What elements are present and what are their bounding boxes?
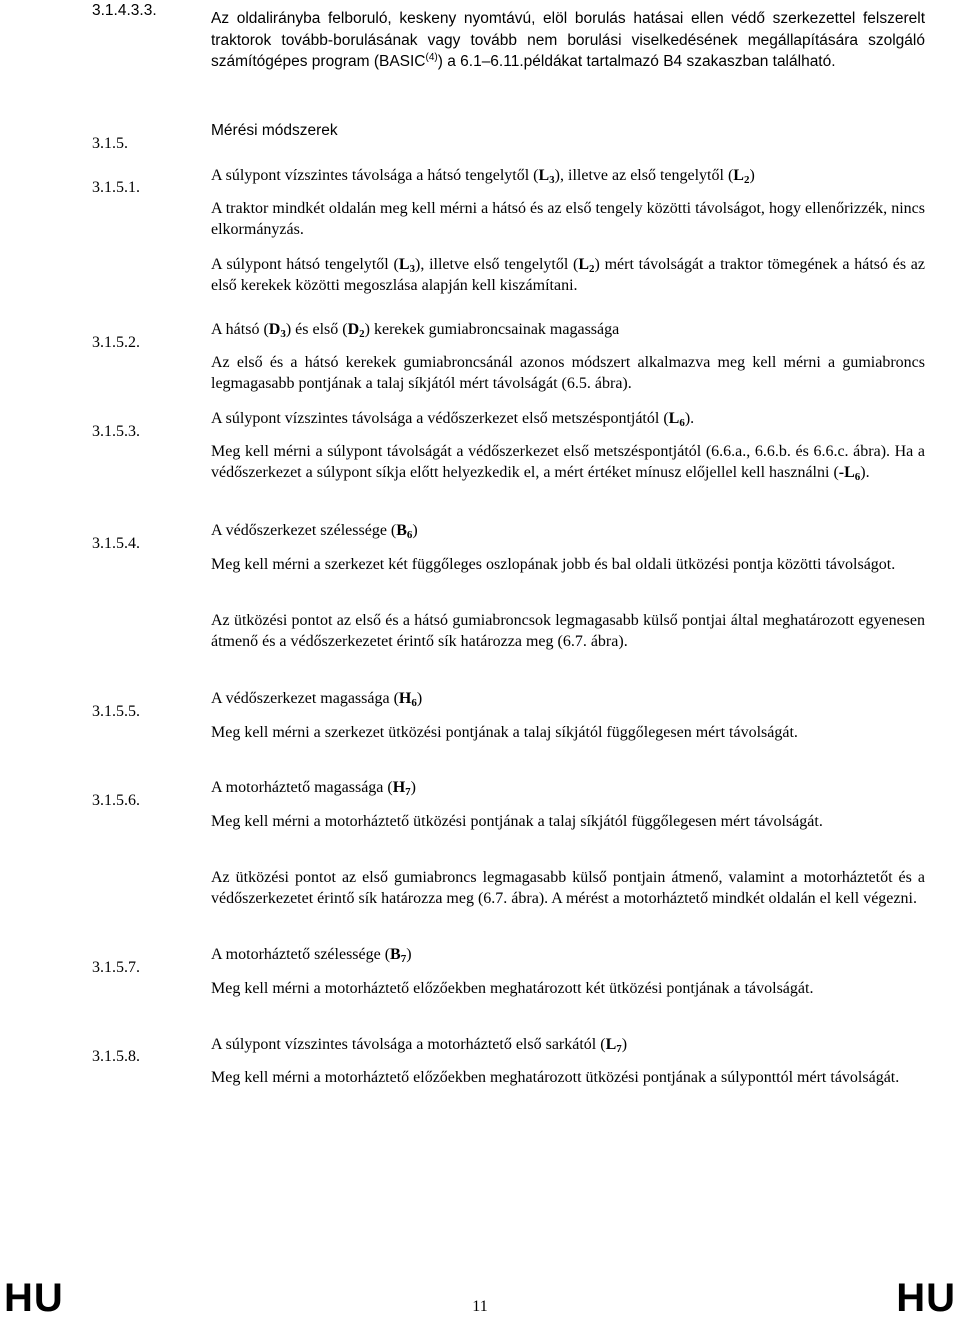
paragraph-3-1-5-7: Meg kell mérni a motorháztető előzőekben meghatározott két ütközési pontjának a távolságát. — [211, 980, 814, 997]
footer-language-left: HU — [4, 1276, 64, 1320]
section-number-3-1-5-1: 3.1.5.1. — [92, 179, 140, 196]
paragraph-3-1-5-4-a: Meg kell mérni a szerkezet két függőleges oszlopának jobb és bal oldali ütközési pontja közötti távolságot. — [211, 556, 896, 573]
paragraph-3-1-5-6-a: Meg kell mérni a motorháztető ütközési pontjának a talaj síkjától függőlegesen mért távolságát. — [211, 813, 823, 830]
section-number-3-1-5: 3.1.5. — [92, 135, 128, 152]
section-number-3-1-5-3: 3.1.5.3. — [92, 423, 140, 440]
heading-3-1-5-4: A védőszerkezet szélessége $(B_6)$ — [211, 522, 418, 541]
footer-language-right: HU — [896, 1276, 956, 1320]
paragraph-3-1-5-8: Meg kell mérni a motorháztető előzőekben meghatározott ütközési pontjának a súlyponttól mért távolságát. — [211, 1069, 900, 1086]
section-number-3-1-5-4: 3.1.5.4. — [92, 535, 140, 552]
section-number-3-1-5-6: 3.1.5.6. — [92, 792, 140, 809]
heading-3-1-5-1: A súlypont vízszintes távolsága a hátsó tengelytől $(L_3)$, illetve az első tengelytől $(L_2)$ — [211, 167, 755, 186]
heading-3-1-5-3: A súlypont vízszintes távolsága a védőszerkezet első metszéspontjától $(L_6)$. — [211, 410, 695, 429]
paragraph-3-1-5-6-b: Az ütközési pontot az első gumiabroncs legmagasabb külső pontjain átmenő, valamint a motorháztetőt és a védőszerkezetet érintő sík határozza meg (6.7. ábra). A mérést a motorháztető mindkét oldalán el kell végezni. — [211, 869, 925, 907]
page-number: 11 — [472, 1298, 488, 1315]
heading-3-1-5-6: A motorháztető magassága $(H_7)$ — [211, 779, 416, 798]
section-number-3-1-5-2: 3.1.5.2. — [92, 334, 140, 351]
section-number-3-1-5-5: 3.1.5.5. — [92, 703, 140, 720]
heading-3-1-5-7: A motorháztető szélessége $(B_7)$ — [211, 946, 412, 965]
section-number-3-1-5-7: 3.1.5.7. — [92, 959, 140, 976]
paragraph-3-1-5-4-b: Az ütközési pontot az első és a hátsó gumiabroncsok legmagasabb külső pontjai által meghatározott egyenesen átmenő és a védőszerkezetet érintő sík határozza meg (6.7. ábra). — [211, 612, 925, 650]
section-heading-meresi-modszerek: Mérési módszerek — [211, 122, 338, 139]
paragraph-3-1-5-1-a: A traktor mindkét oldalán meg kell mérni a hátsó és az első tengely közötti távolságot, hogy ellenőrizzék, nincs elkormányzás. — [211, 200, 925, 238]
paragraph-3-1-5-1-b: A súlypont hátsó tengelytől $(L_3)$, illetve első tengelytől $(L_2)$ mért távolságát a traktor tömegének a hátsó és az első kerekek közötti megoszlása alapján kell kiszámítani. — [211, 256, 926, 294]
paragraph-3-1-5-2: Az első és a hátsó kerekek gumiabroncsánál azonos módszert alkalmazva meg kell mérni a gumiabroncs legmagasabb pontjának a talaj síkjától mért távolságát (6.5. ábra). — [211, 354, 925, 392]
intro-paragraph: Az oldalirányba felboruló, keskeny nyomtávú, elöl borulás hatásai ellen védő szerkezettel felszerelt traktorok tovább-borulásának vagy tovább nem borulási viselkedésének megállapítására szolgáló számítógépes program (BASIC$^{(4)}$) a 6.1–6.11.példákat tartalmazó B4 szakaszban található. — [211, 10, 925, 70]
section-number-3-1-4-3-3: 3.1.4.3.3. — [92, 2, 157, 19]
section-number-3-1-5-8: 3.1.5.8. — [92, 1048, 140, 1065]
heading-3-1-5-2: A hátsó $(D_3)$ és első $(D_2)$ kerekek gumiabroncsainak magassága — [211, 321, 620, 340]
paragraph-3-1-5-3: Meg kell mérni a súlypont távolságát a védőszerkezet első metszéspontjától (6.6.a., 6.6.b. és 6.6.c. ábra). Ha a védőszerkezet a súlypont síkja előtt helyezkedik el, a mért értéket mínusz előjellel kell használni $(-L_6)$. — [211, 443, 925, 483]
paragraph-3-1-5-5: Meg kell mérni a szerkezet ütközési pontjának a talaj síkjától függőlegesen mért távolságát. — [211, 724, 798, 741]
heading-3-1-5-5: A védőszerkezet magassága $(H_6)$ — [211, 690, 423, 709]
heading-3-1-5-8: A súlypont vízszintes távolsága a motorháztető első sarkától $(L_7)$ — [211, 1036, 628, 1055]
